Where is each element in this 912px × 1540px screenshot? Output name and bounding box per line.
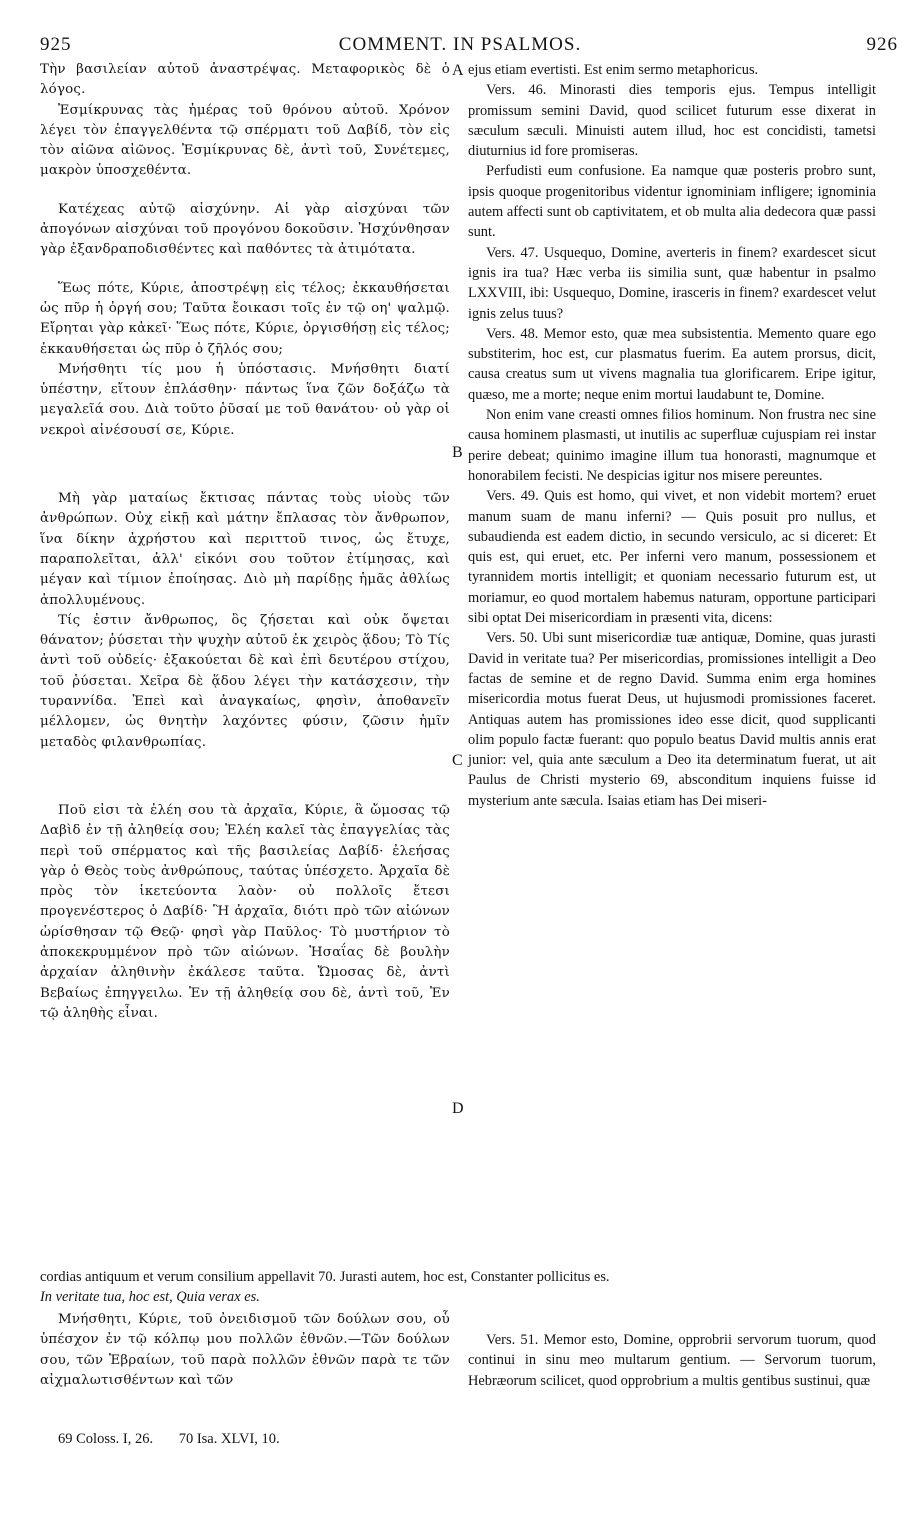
greek-paragraph-5: Μνήσθητι τίς μου ἡ ὑπόστασις. Μνήσθητι διατί ὑπέστην, εἴτουν ἐπλάσθην· πάντως ἵνα ζῶν δοξάζω τὰ μεγαλεῖά σου. Διὰ τοῦτο ῥῦσαί με τοῦ θανάτου· οὐ γὰρ οἱ νεκροὶ αἰνέσουσί σε, Κύριε. [40,361,450,438]
greek-paragraph-3: Κατέχεας αὐτῷ αἰσχύνην. Αἱ γὰρ αἰσχύναι τῶν ἀπογόνων αἰσχύναι τοῦ προγόνου δοκοῦσιν. Ἠσχύνθησαν γὰρ ἐξανδραποδισθέντες καὶ παθόντες τὰ ἀτιμότατα. [40,201,450,258]
greek-paragraph-8: Ποῦ εἰσι τὰ ἐλέη σου τὰ ἀρχαῖα, Κύριε, ἃ ὤμοσας τῷ Δαβὶδ ἐν τῇ ἀληθείᾳ σου; Ἐλέη καλεῖ τὰς ἐπαγγελίας τὰς περὶ τοῦ σπέρματος καὶ τῆς βασιλείας Δαβίδ· ἐλεήσας γὰρ ὁ Θεὸς τοὺς ἀνθρώπους, ταύτας ὑπέσχετο. Ἀρχαῖα δὲ πρὸς τὸν ἱκετεύοντα λαὸν· οὐ πολλοῖς ἔτεσι προγενέστερος ὁ Δαβίδ· Ἢ ἀρχαῖα, διότι πρὸ τῶν αἰώνων ὡρίσθησαν τῷ Θεῷ· φησὶ γὰρ Παῦλος· Τὸ μυστήριον τὸ ἀποκεκρυμμένον πρὸ τῶν αἰώνων. Ἡσαΐας δὲ βουλὴν ἀρχαίαν ἀληθινὴν ἐκάλεσε ταῦτα. Ὤμοσας δὲ, ἀντὶ Βεβαίως ἐπηγγειλω. Ἐν τῇ ἀληθείᾳ σου δὲ, ἀντὶ τοῦ, Ἐν τῷ ἀληθὴς εἶναι. [40,802,450,1021]
greek-column-tail [40,1310,450,1391]
running-title: COMMENT. IN PSALMOS. [338,34,582,55]
page-number-right: 926 [866,34,898,55]
page-number-left: 925 [40,34,72,55]
margin-letter-b: B [452,444,463,461]
footnote-70: 70 Isa. XLVI, 10. [178,1431,280,1447]
latin-paragraph-8: Vers. 50. Ubi sunt misericordiæ tuæ antiquæ, Domine, quas jurasti David in veritate tua? Per misericordias, promissiones intelligit a Deo factas de semine et de regno David. Summa enim erga homines misericordia motus fuerat Deus, ut hujusmodi promissiones faceret. Antiquas autem has promissiones ideo esse dicit, quod supplicanti olim populo factæ fuerant: quo populo beatus David multis annis erat junior: vel, quia ante sæculum a Deo ita determinatum fuerat, ut ait Paulus de Christi mysterio 69, absconditum inquiens fuisse id mysterium ante sæcula. Isaias etiam has Dei miseri- [468,630,876,809]
full-width-line-1: cordias antiquum et verum consilium appellavit 70. Jurasti autem, hoc est, Constanter pollicitus es. [40,1269,610,1285]
full-width-lines [40,1267,876,1308]
latin-paragraph-2: Vers. 46. Minorasti dies temporis ejus. Tempus intelligit promissum semini David, quod scilicet futurum esse dixerat in sæculum sæculi. Minuisti autem illud, hoc est concidisti, tametsi diuturnius id fore promiseras. [468,82,876,160]
running-header [40,34,898,60]
paragraph-spacer [40,753,450,801]
margin-letter-c: C [452,752,463,769]
greek-paragraph-1: Τὴν βασιλείαν αὐτοῦ ἀναστρέψας. Μεταφορικὸς δὲ ὁ λόγος. [40,62,450,98]
greek-paragraph-2: Ἐσμίκρυνας τὰς ἡμέρας τοῦ θρόνου αὐτοῦ. Χρόνον λέγει τὸν ἐπαγγελθέντα τῷ σπέρματι τοῦ Δαβίδ, τὸν εἰς τὸν αἰῶνα αἰῶνος. Ἐσμίκρυνας δὲ, ἀντὶ τοῦ, Συνέτεμες, μακρὸν ὑποσχεθέντα. [40,102,450,179]
greek-column [40,60,450,1024]
margin-letter-d: D [452,1100,464,1117]
greek-paragraph-6: Μὴ γὰρ ματαίως ἔκτισας πάντας τοὺς υἱοὺς τῶν ἀνθρώπων. Οὐχ εἰκῇ καὶ μάτην ἔπλασας τὸν ἄνθρωπον, ἵνα δίκην ἀχρήστου καὶ περιττοῦ τινος, ὡς ἔτυχε, παραπολεῖται, ἀλλ' εἰκόνι σου τοῦτον ἐτίμησας, καὶ μέγαν καὶ τίμιον ἐποίησας. Διὸ μὴ παρίδῃς ἡμᾶς ἀθλίως ἀπολλυμένους. [40,491,450,608]
paragraph-spacer [40,441,450,489]
latin-paragraph-4: Vers. 47. Usquequo, Domine, averteris in finem? exardescet sicut ignis ira tua? Hæc verba iis similia sunt, quæ habentur in psalmo LXXVIII, ibi: Usquequo, Domine, irasceris in finem? exardescet velut ignis zelus tuus? [468,244,876,322]
greek-paragraph-tail: Μνήσθητι, Κύριε, τοῦ ὀνειδισμοῦ τῶν δούλων σου, οὗ ὑπέσχον ἐν τῷ κόλπῳ μου πολλῶν ἐθνῶν.—Τῶν δούλων σου, τῶν Ἑβραίων, τοῦ παρὰ πολλῶν ἐθνῶν παρὰ τε τῶν αἰχμαλωτισθέντων καὶ τῶν [40,1312,450,1388]
latin-paragraph-1: ejus etiam evertisti. Est enim sermo metaphoricus. [468,62,759,78]
margin-letter-a: A [452,62,464,79]
greek-paragraph-4: Ἕως πότε, Κύριε, ἀποστρέψῃ εἰς τέλος; ἐκκαυθήσεται ὡς πῦρ ἡ ὀργή σου; Ταῦτα ἔοικασι τοῖς ἐν τῷ οη' ψαλμῷ. Εἴρηται γὰρ κἀκεῖ· Ἕως πότε, Κύριε, ὀργισθήσῃ εἰς τέλος; ἐκκαυθήσεται ὡς πῦρ ὁ ζῆλός σου; [40,280,450,357]
latin-paragraph-6: Non enim vane creasti omnes filios hominum. Non frustra nec sine causa hominem plasmasti, ut inutilis ac superfluæ cujuspiam rei instar perire debeat; quinimo imagine illum tua honorasti, magnumque et honorabilem fecisti. Ne despicias igitur nos misere pereuntes. [468,407,876,484]
footnote-69: 69 Coloss. I, 26. [58,1431,154,1447]
latin-paragraph-tail: Vers. 51. Memor esto, Domine, opprobrii servorum tuorum, quod continui in sinu meo multarum gentium. — Servorum tuorum, Hebræorum scilicet, quod opprobrium a multis gentibus sustinui, quæ [468,1332,876,1389]
latin-paragraph-5: Vers. 48. Memor esto, quæ mea subsistentia. Memento quare ego substiterim, hoc est, cur plasmatus fuerim. Ea autem prorsus, dicit, causa creatus sum ut vivens magnalia tua glorificarem. Eripe igitur, quæso, me a morte; neque enim mortui laudabunt te, Domine. [468,325,876,403]
paragraph-spacer [40,261,450,279]
greek-paragraph-7: Τίς ἐστιν ἄνθρωπος, ὃς ζήσεται καὶ οὐκ ὄψεται θάνατον; ῥύσεται τὴν ψυχὴν αὐτοῦ ἐκ χειρὸς ᾅδου; Τὸ Τίς ἀντὶ τοῦ οὐδείς· ἐξακούεται δὲ καὶ ἐπὶ δευτέρου στίχου, τοῦ ῥύσεται. Χεῖρα δὲ ᾅδου λέγει τὴν κατάσχεσιν, τὴν τυραννίδα. Ἐπεὶ καὶ ἀναγκαίως, φησὶν, ἀποθανεῖν μέλλομεν, ὡς θνητὴν λαχόντες φύσιν, ζῶσιν ἡμῖν μεταδὸς φιλανθρωπίας. [40,612,450,750]
latin-column-tail [468,1330,876,1391]
paragraph-spacer [40,182,450,200]
latin-column [468,60,876,811]
latin-paragraph-3: Perfudisti eum confusione. Ea namque quæ posteris probro sunt, ipsis quoque progenitoribus videntur ignominiam infligere; ignominia autem affecti sunt ob captivitatem, et ob multa alia dedecora quæ passi sunt. [468,163,876,241]
full-width-line-2: In veritate tua, hoc est, Quia verax es. [40,1289,260,1306]
footnotes [58,1431,302,1448]
latin-paragraph-7: Vers. 49. Quis est homo, qui vivet, et non videbit mortem? eruet manum suam de manu inferni? — Quis posuit pro nullus, et subaudienda est eadem dictio, in secundo versiculo, ac si diceret: Et quis est, qui eruet, etc. Per inferni vero manum, possessionem et tyrannidem mortis intelligit; et quoniam necessario futurum est, ut moriamur, eo quod mortalem habemus naturam, opportune participari sibi optat Dei misericordiam in præsenti vita, dicens: [468,488,876,627]
